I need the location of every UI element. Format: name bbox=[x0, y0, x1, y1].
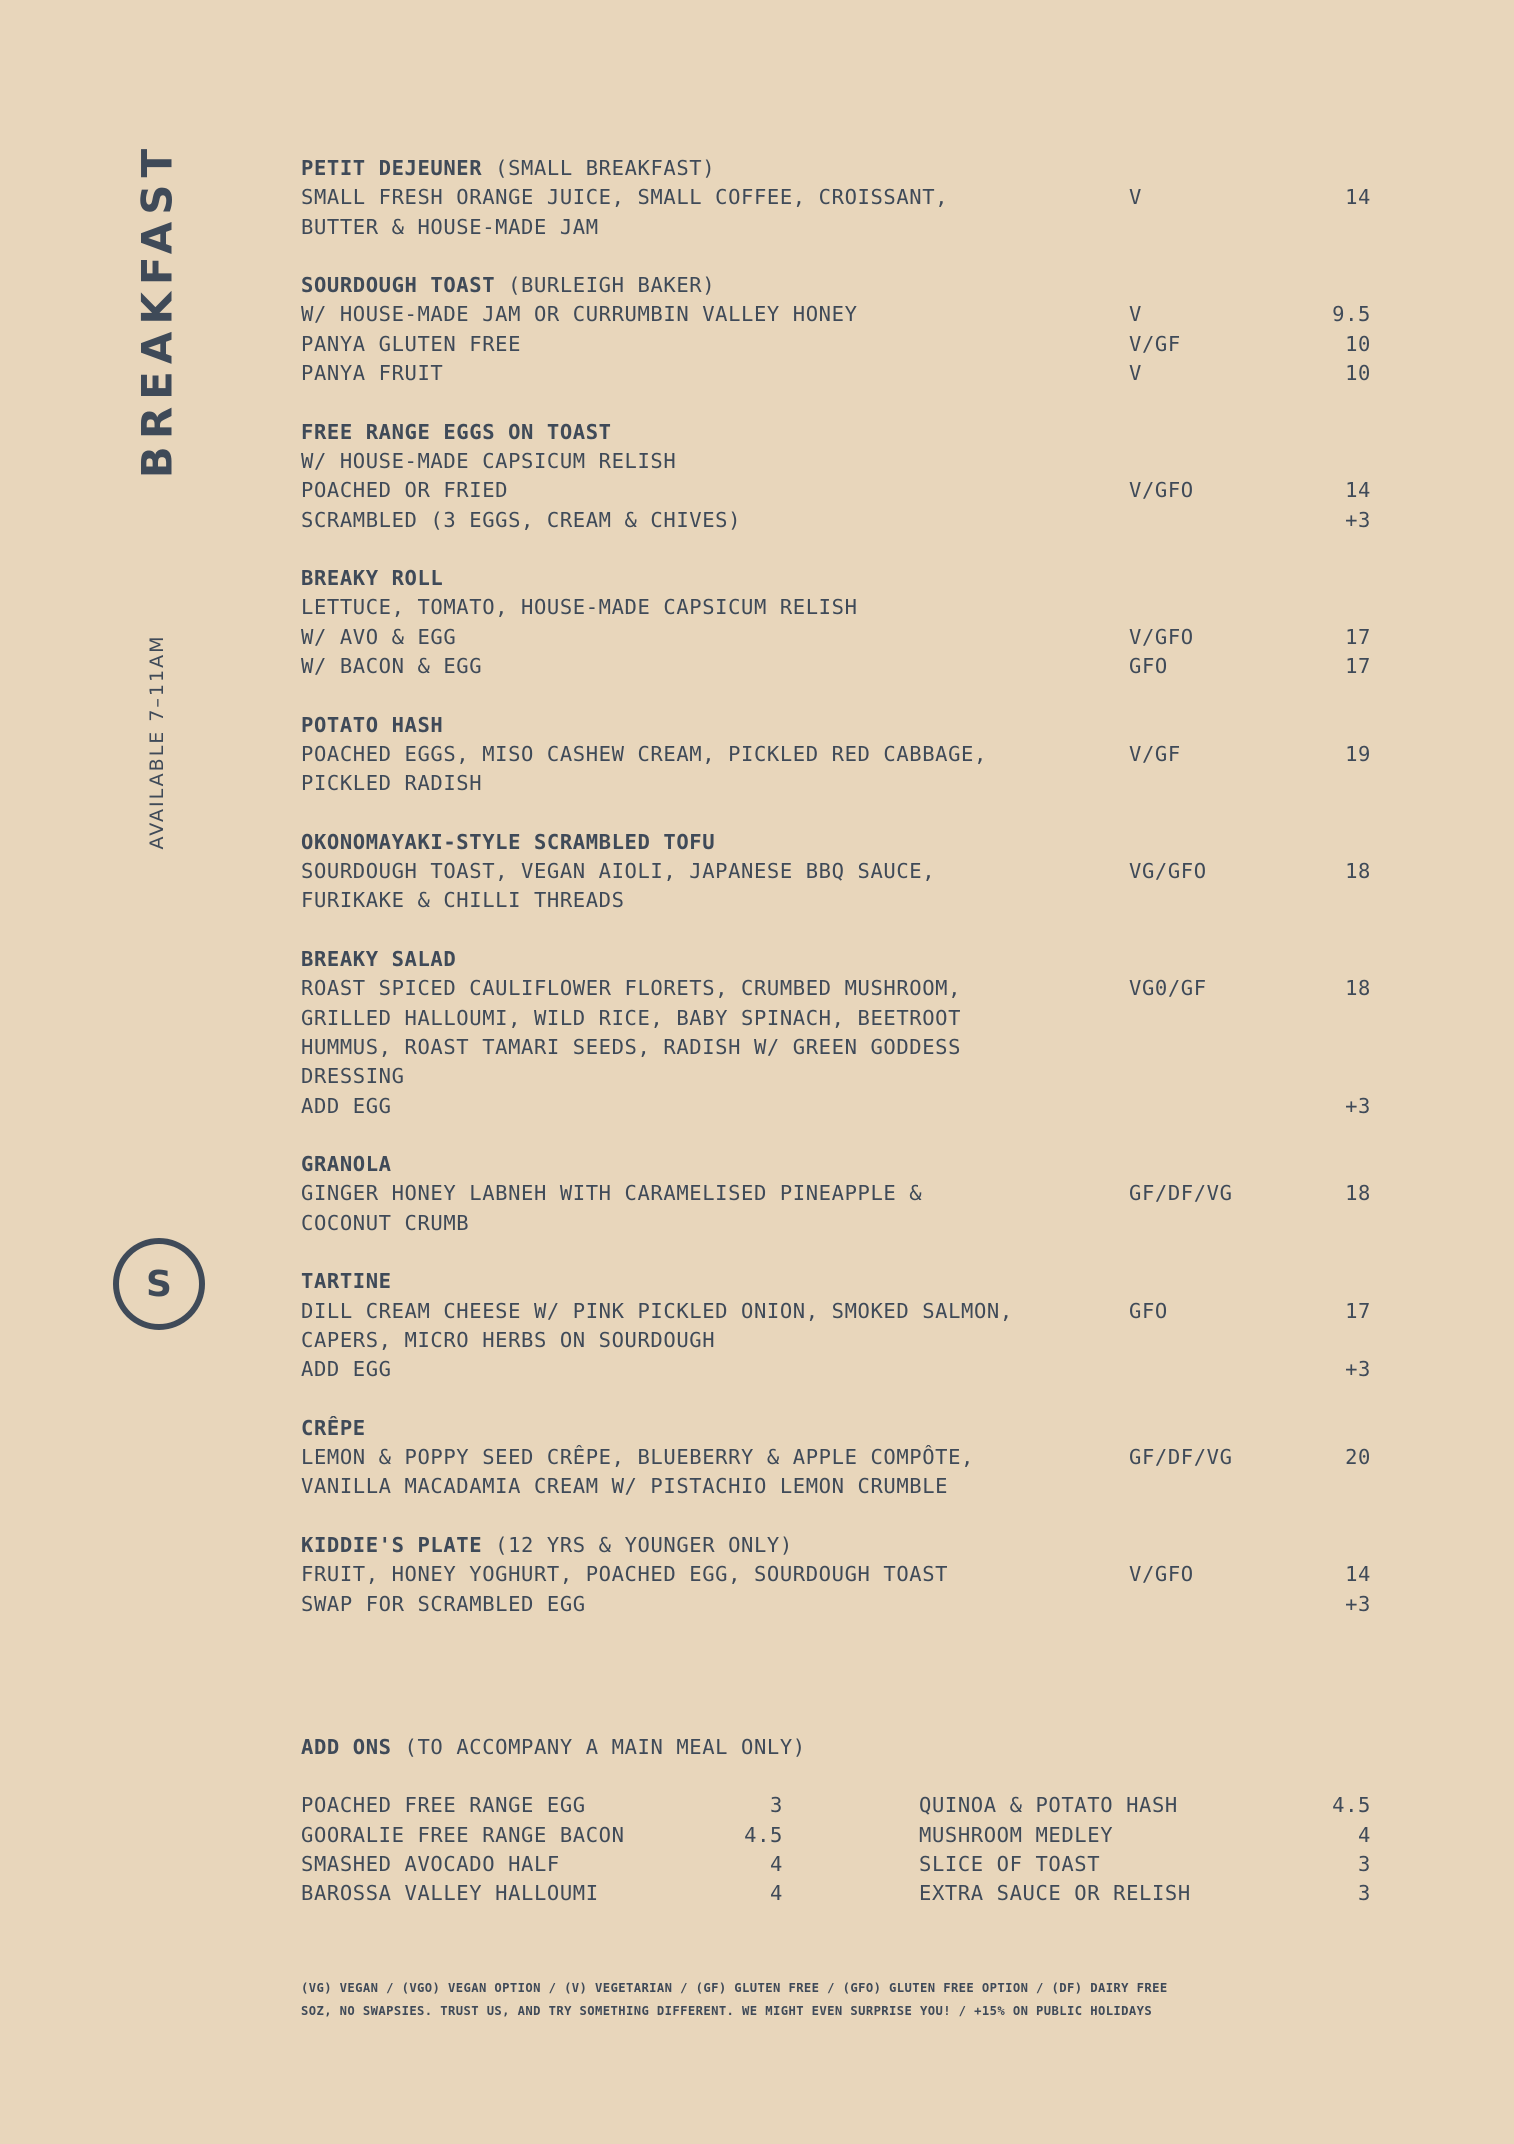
menu-item-name: FREE RANGE EGGS ON TOAST bbox=[301, 419, 612, 444]
menu-item-price: 18 bbox=[1345, 976, 1371, 1001]
add-on-name: EXTRA SAUCE OR RELISH bbox=[919, 1881, 1191, 1906]
menu-section-title: BREAKFAST bbox=[132, 141, 182, 479]
menu-item-name: GRANOLA bbox=[301, 1152, 392, 1177]
menu-item-name: POTATO HASH bbox=[301, 712, 444, 737]
menu-item-description: PANYA FRUIT bbox=[301, 361, 444, 386]
menu-item-description: PICKLED RADISH bbox=[301, 771, 483, 796]
menu-item bbox=[301, 564, 1371, 681]
menu-item bbox=[301, 154, 1371, 242]
menu-item-description: BUTTER & HOUSE-MADE JAM bbox=[301, 214, 599, 239]
add-on-price: 4 bbox=[1358, 1822, 1371, 1847]
menu-item-description: PANYA GLUTEN FREE bbox=[301, 331, 522, 356]
dietary-tag: V bbox=[1129, 361, 1142, 386]
menu-item-line bbox=[301, 476, 1371, 505]
dietary-tag: V bbox=[1129, 185, 1142, 210]
menu-item-description: ADD EGG bbox=[301, 1093, 392, 1118]
add-on-name: SLICE OF TOAST bbox=[919, 1851, 1101, 1876]
menu-item-description: ROAST SPICED CAULIFLOWER FLORETS, CRUMBED MUSHROOM, bbox=[301, 976, 962, 1001]
menu-item bbox=[301, 711, 1371, 799]
add-on-item bbox=[919, 1850, 1371, 1879]
add-on-price: 4 bbox=[770, 1851, 783, 1876]
menu-item-price: +3 bbox=[1345, 1357, 1371, 1382]
dietary-tag: V/GF bbox=[1129, 331, 1181, 356]
add-on-price: 3 bbox=[1358, 1851, 1371, 1876]
add-on-name: BAROSSA VALLEY HALLOUMI bbox=[301, 1881, 599, 1906]
menu-item-line bbox=[301, 330, 1371, 359]
menu-item-line bbox=[301, 623, 1371, 652]
dietary-tag: VG0/GF bbox=[1129, 976, 1207, 1001]
dietary-tag: GF/DF/VG bbox=[1129, 1181, 1233, 1206]
menu-item-description: FURIKAKE & CHILLI THREADS bbox=[301, 888, 625, 913]
menu-item-description: GINGER HONEY LABNEH WITH CARAMELISED PINEAPPLE & bbox=[301, 1181, 923, 1206]
menu-item-heading bbox=[301, 271, 1371, 300]
dietary-tag: V/GFO bbox=[1129, 478, 1194, 503]
add-ons-left-column bbox=[301, 1791, 783, 1908]
dietary-key: (VG) VEGAN / (VGO) VEGAN OPTION / (V) VEGETARIAN / (GF) GLUTEN FREE / (GFO) GLUTEN FREE OPTION / (DF) DAIRY FREE bbox=[301, 1981, 1168, 1995]
menu-item-line bbox=[301, 769, 1371, 798]
menu-item-line bbox=[301, 300, 1371, 329]
menu-item bbox=[301, 271, 1371, 388]
menu-item-line bbox=[301, 1355, 1371, 1384]
dietary-tag: V/GF bbox=[1129, 741, 1181, 766]
menu-item-heading bbox=[301, 564, 1371, 593]
menu-item-price: 9.5 bbox=[1332, 302, 1371, 327]
add-on-item bbox=[301, 1791, 783, 1820]
dietary-tag: GFO bbox=[1129, 654, 1168, 679]
menu-item-description: GRILLED HALLOUMI, WILD RICE, BABY SPINACH, BEETROOT bbox=[301, 1005, 962, 1030]
logo-letter: S bbox=[146, 1263, 172, 1305]
menu-item-description: POACHED EGGS, MISO CASHEW CREAM, PICKLED RED CABBAGE, bbox=[301, 741, 987, 766]
menu-item bbox=[301, 418, 1371, 535]
menu-item-heading bbox=[301, 945, 1371, 974]
menu-item-description: LEMON & POPPY SEED CRÊPE, BLUEBERRY & APPLE COMPÔTE, bbox=[301, 1445, 974, 1470]
menu-item-heading bbox=[301, 1531, 1371, 1560]
menu-item-description: VANILLA MACADAMIA CREAM W/ PISTACHIO LEMON CRUMBLE bbox=[301, 1474, 949, 1499]
add-on-price: 3 bbox=[770, 1793, 783, 1818]
menu-item-price: 10 bbox=[1345, 361, 1371, 386]
add-on-price: 3 bbox=[1358, 1881, 1371, 1906]
menu-item-line bbox=[301, 886, 1371, 915]
add-ons-grid bbox=[301, 1791, 1371, 1911]
menu-item-price: 14 bbox=[1345, 1562, 1371, 1587]
menu-item-price: 20 bbox=[1345, 1445, 1371, 1470]
add-on-price: 4.5 bbox=[1332, 1793, 1371, 1818]
menu-item-line bbox=[301, 359, 1371, 388]
add-on-name: GOORALIE FREE RANGE BACON bbox=[301, 1822, 625, 1847]
menu-item-name: KIDDIE'S PLATE bbox=[301, 1532, 483, 1557]
add-on-name: POACHED FREE RANGE EGG bbox=[301, 1793, 586, 1818]
menu-item-description: W/ BACON & EGG bbox=[301, 654, 483, 679]
menu-item-note: (SMALL BREAKFAST) bbox=[482, 156, 716, 180]
breakfast-menu-list bbox=[301, 154, 1371, 1648]
menu-item-line bbox=[301, 1033, 1371, 1062]
menu-item-description: W/ HOUSE-MADE JAM OR CURRUMBIN VALLEY HONEY bbox=[301, 302, 858, 327]
menu-item-description: CAPERS, MICRO HERBS ON SOURDOUGH bbox=[301, 1327, 716, 1352]
add-ons-note: (TO ACCOMPANY A MAIN MEAL ONLY) bbox=[391, 1735, 806, 1759]
menu-item-name: TARTINE bbox=[301, 1269, 392, 1294]
dietary-tag: V/GFO bbox=[1129, 624, 1194, 649]
menu-item-line bbox=[301, 740, 1371, 769]
menu-item-heading bbox=[301, 1150, 1371, 1179]
menu-item-description: COCONUT CRUMB bbox=[301, 1210, 470, 1235]
dietary-tag: GFO bbox=[1129, 1298, 1168, 1323]
menu-item-line bbox=[301, 1004, 1371, 1033]
menu-item-price: 17 bbox=[1345, 1298, 1371, 1323]
availability-hours: AVAILABLE 7–11AM bbox=[146, 634, 168, 850]
menu-item-price: 18 bbox=[1345, 1181, 1371, 1206]
menu-item-description: DILL CREAM CHEESE W/ PINK PICKLED ONION, SMOKED SALMON, bbox=[301, 1298, 1013, 1323]
menu-item-line bbox=[301, 1179, 1371, 1208]
add-on-price: 4 bbox=[770, 1881, 783, 1906]
menu-item-description: SCRAMBLED (3 EGGS, CREAM & CHIVES) bbox=[301, 507, 742, 532]
menu-item-line bbox=[301, 1472, 1371, 1501]
add-on-item bbox=[301, 1850, 783, 1879]
dietary-tag: GF/DF/VG bbox=[1129, 1445, 1233, 1470]
menu-item-note: (BURLEIGH BAKER) bbox=[495, 273, 716, 298]
menu-item-name: BREAKY ROLL bbox=[301, 566, 444, 591]
menu-item-price: 14 bbox=[1345, 478, 1371, 503]
menu-item-line bbox=[301, 1560, 1371, 1589]
menu-item-line bbox=[301, 1062, 1371, 1091]
dietary-tag: V bbox=[1129, 302, 1142, 327]
menu-item-name: SOURDOUGH TOAST bbox=[301, 273, 496, 298]
add-on-item bbox=[919, 1879, 1371, 1908]
menu-item-description: FRUIT, HONEY YOGHURT, POACHED EGG, SOURDOUGH TOAST bbox=[301, 1562, 949, 1587]
menu-item-line bbox=[301, 506, 1371, 535]
menu-item-line bbox=[301, 1297, 1371, 1326]
menu-item-line bbox=[301, 1092, 1371, 1121]
menu-item-description: W/ HOUSE-MADE CAPSICUM RELISH bbox=[301, 448, 677, 473]
menu-item-line bbox=[301, 857, 1371, 886]
menu-item-line bbox=[301, 1590, 1371, 1619]
add-on-item bbox=[301, 1879, 783, 1908]
menu-item bbox=[301, 1150, 1371, 1238]
menu-item-description: ADD EGG bbox=[301, 1357, 392, 1382]
menu-item-price: 17 bbox=[1345, 624, 1371, 649]
menu-item-description: SOURDOUGH TOAST, VEGAN AIOLI, JAPANESE BBQ SAUCE, bbox=[301, 859, 936, 884]
menu-item-price: 14 bbox=[1345, 185, 1371, 210]
menu-item-description: W/ AVO & EGG bbox=[301, 624, 457, 649]
menu-item-line bbox=[301, 1326, 1371, 1355]
menu-item-price: +3 bbox=[1345, 1591, 1371, 1616]
menu-item-price: +3 bbox=[1345, 1093, 1371, 1118]
add-on-item bbox=[919, 1791, 1371, 1820]
add-on-price: 4.5 bbox=[744, 1822, 783, 1847]
menu-item-line bbox=[301, 974, 1371, 1003]
menu-item-price: +3 bbox=[1345, 507, 1371, 532]
add-ons-title: ADD ONS bbox=[301, 1735, 392, 1759]
menu-item-line bbox=[301, 1443, 1371, 1472]
add-ons-heading bbox=[301, 1733, 1371, 1762]
add-on-name: SMASHED AVOCADO HALF bbox=[301, 1851, 560, 1876]
menu-item bbox=[301, 1414, 1371, 1502]
add-ons-right-column bbox=[919, 1791, 1371, 1908]
menu-item-heading bbox=[301, 1414, 1371, 1443]
menu-item-price: 10 bbox=[1345, 331, 1371, 356]
dietary-footnote bbox=[301, 1977, 1168, 2023]
menu-item-line bbox=[301, 652, 1371, 681]
menu-item-line bbox=[301, 593, 1371, 622]
menu-item-name: BREAKY SALAD bbox=[301, 947, 457, 972]
menu-item bbox=[301, 1531, 1371, 1619]
menu-item-line bbox=[301, 447, 1371, 476]
menu-item-note: (12 YRS & YOUNGER ONLY) bbox=[482, 1532, 793, 1557]
menu-item-price: 18 bbox=[1345, 859, 1371, 884]
add-on-item bbox=[301, 1821, 783, 1850]
menu-item-heading bbox=[301, 418, 1371, 447]
menu-item-description: LETTUCE, TOMATO, HOUSE-MADE CAPSICUM RELISH bbox=[301, 595, 858, 620]
house-policy-note: SOZ, NO SWAPSIES. TRUST US, AND TRY SOMETHING DIFFERENT. WE MIGHT EVEN SURPRISE YOU! / +15% ON PUBLIC HOLIDAYS bbox=[301, 2004, 1153, 2018]
dietary-tag: V/GFO bbox=[1129, 1562, 1194, 1587]
menu-item-line bbox=[301, 1209, 1371, 1238]
menu-item bbox=[301, 828, 1371, 916]
menu-item-heading bbox=[301, 154, 1371, 183]
menu-item-name: PETIT DEJEUNER bbox=[301, 156, 483, 180]
menu-item-description: POACHED OR FRIED bbox=[301, 478, 509, 503]
add-on-name: MUSHROOM MEDLEY bbox=[919, 1822, 1114, 1847]
menu-item-heading bbox=[301, 711, 1371, 740]
menu-item-heading bbox=[301, 1267, 1371, 1296]
menu-item-heading bbox=[301, 828, 1371, 857]
add-on-item bbox=[919, 1821, 1371, 1850]
brand-logo bbox=[113, 1238, 205, 1330]
menu-item-description: SWAP FOR SCRAMBLED EGG bbox=[301, 1591, 586, 1616]
menu-item-description: DRESSING bbox=[301, 1064, 405, 1089]
dietary-tag: VG/GFO bbox=[1129, 859, 1207, 884]
menu-item-name: CRÊPE bbox=[301, 1415, 366, 1440]
menu-item-price: 19 bbox=[1345, 741, 1371, 766]
menu-item-price: 17 bbox=[1345, 654, 1371, 679]
menu-item-description: SMALL FRESH ORANGE JUICE, SMALL COFFEE, CROISSANT, bbox=[301, 185, 949, 210]
add-ons-section bbox=[301, 1733, 1371, 1911]
menu-item-name: OKONOMAYAKI-STYLE SCRAMBLED TOFU bbox=[301, 829, 716, 854]
menu-item-description: HUMMUS, ROAST TAMARI SEEDS, RADISH W/ GREEN GODDESS bbox=[301, 1034, 962, 1059]
menu-item bbox=[301, 1267, 1371, 1384]
menu-item bbox=[301, 945, 1371, 1121]
menu-item-line bbox=[301, 183, 1371, 212]
menu-item-line bbox=[301, 213, 1371, 242]
add-on-name: QUINOA & POTATO HASH bbox=[919, 1793, 1178, 1818]
